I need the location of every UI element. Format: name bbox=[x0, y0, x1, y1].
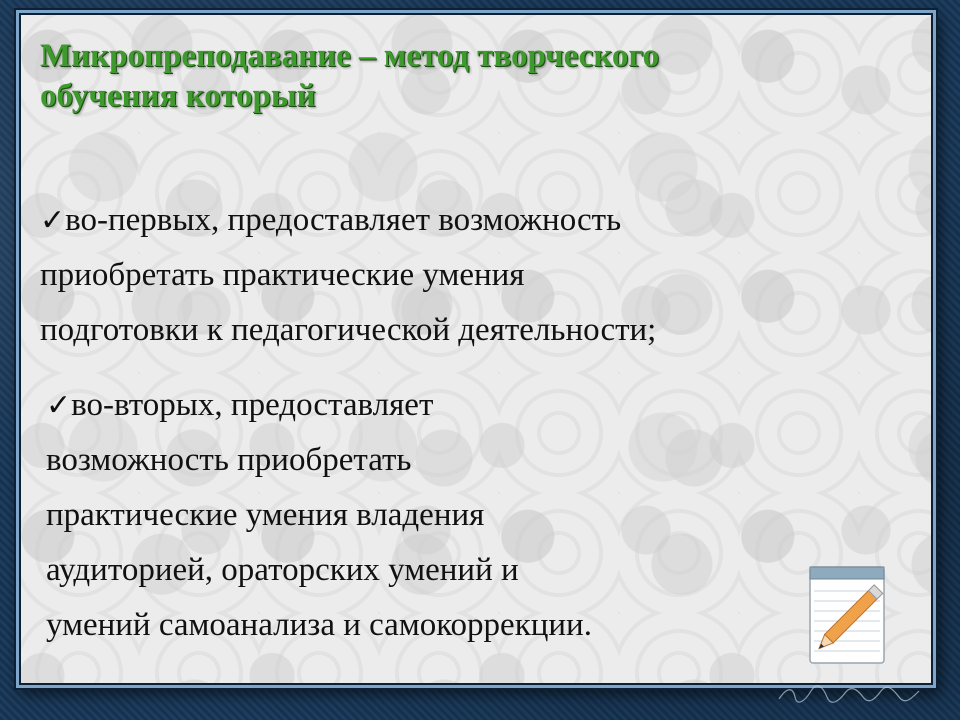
bullet-second bbox=[46, 378, 806, 653]
bullet-first-line-1: во-первых, предоставляет возможность bbox=[65, 202, 622, 238]
slide-title bbox=[40, 36, 900, 116]
checkmark-icon: ✓ bbox=[40, 204, 66, 237]
bullet-first-line-3: подготовки к педагогической деятельности; bbox=[40, 312, 657, 348]
author-signature bbox=[775, 683, 925, 705]
checkmark-icon: ✓ bbox=[46, 389, 72, 422]
bullet-second-line-4: аудиторией, ораторских умений и bbox=[46, 552, 519, 588]
bullet-second-line-1: во-вторых, предоставляет bbox=[71, 387, 434, 423]
notepad-with-pencil-icon bbox=[808, 561, 888, 665]
bullet-first bbox=[40, 193, 910, 358]
bullet-first-line-2: приобретать практические умения bbox=[40, 257, 525, 293]
bullet-second-line-3: практические умения владения bbox=[46, 497, 485, 533]
bullet-second-line-2: возможность приобретать bbox=[46, 442, 412, 478]
title-line-1: Микропреподавание – метод творческого bbox=[40, 38, 660, 74]
bullet-second-line-5: умений самоанализа и самокоррекции. bbox=[46, 607, 592, 643]
title-line-2: обучения который bbox=[40, 78, 316, 114]
